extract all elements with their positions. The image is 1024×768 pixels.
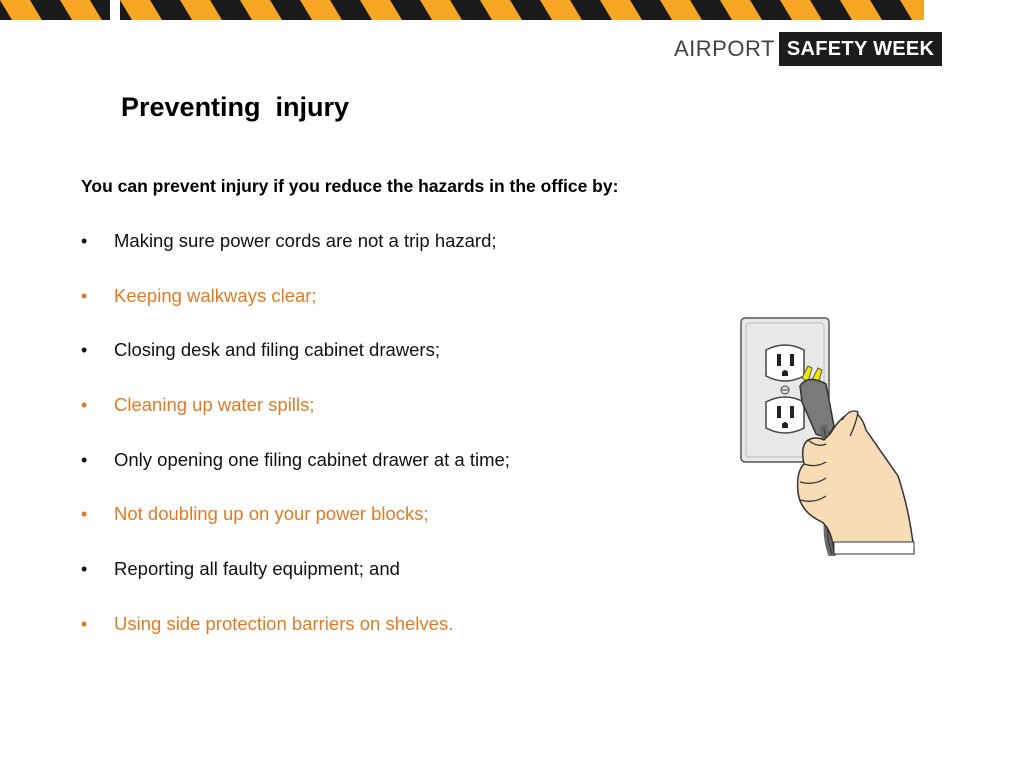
bullet-dot: • — [81, 559, 88, 580]
bullet-item — [81, 501, 510, 556]
bullet-item — [81, 283, 510, 338]
bullet-item — [81, 228, 510, 283]
bullet-item — [81, 337, 510, 392]
bullet-dot: • — [81, 285, 88, 306]
bullet-text: Keeping walkways clear; — [114, 284, 317, 306]
hazard-stripe-right — [120, 0, 924, 20]
bullet-list — [81, 228, 510, 666]
hand-unplugging-power-cord-icon — [738, 316, 918, 556]
intro-text: You can prevent injury if you reduce the hazards in the office by: — [81, 176, 619, 196]
bullet-text: Reporting all faulty equipment; and — [114, 558, 400, 580]
bullet-dot: • — [81, 340, 88, 361]
bullet-text: Using side protection barriers on shelves. — [114, 612, 454, 634]
bullet-text: Closing desk and filing cabinet drawers; — [114, 339, 440, 361]
brand-airport-text: AIRPORT — [674, 36, 775, 61]
bullet-dot: • — [81, 231, 88, 251]
bullet-text: Only opening one filing cabinet drawer at a time; — [114, 448, 510, 470]
bullet-item — [81, 556, 510, 611]
hazard-stripe-left — [0, 0, 110, 20]
bullet-dot: • — [81, 449, 88, 470]
bullet-dot: • — [81, 395, 88, 416]
slide-title: Preventing injury — [121, 92, 350, 122]
bullet-dot: • — [81, 504, 88, 525]
brand-logo — [674, 32, 942, 66]
bullet-item — [81, 611, 510, 666]
brand-event-text: SAFETY WEEK — [779, 32, 942, 66]
bullet-item — [81, 447, 510, 502]
bullet-text: Making sure power cords are not a trip hazard; — [114, 230, 497, 251]
bullet-item — [81, 392, 510, 447]
bullet-text: Cleaning up water spills; — [114, 394, 315, 416]
bullet-text: Not doubling up on your power blocks; — [114, 503, 429, 525]
bullet-dot: • — [81, 613, 88, 634]
